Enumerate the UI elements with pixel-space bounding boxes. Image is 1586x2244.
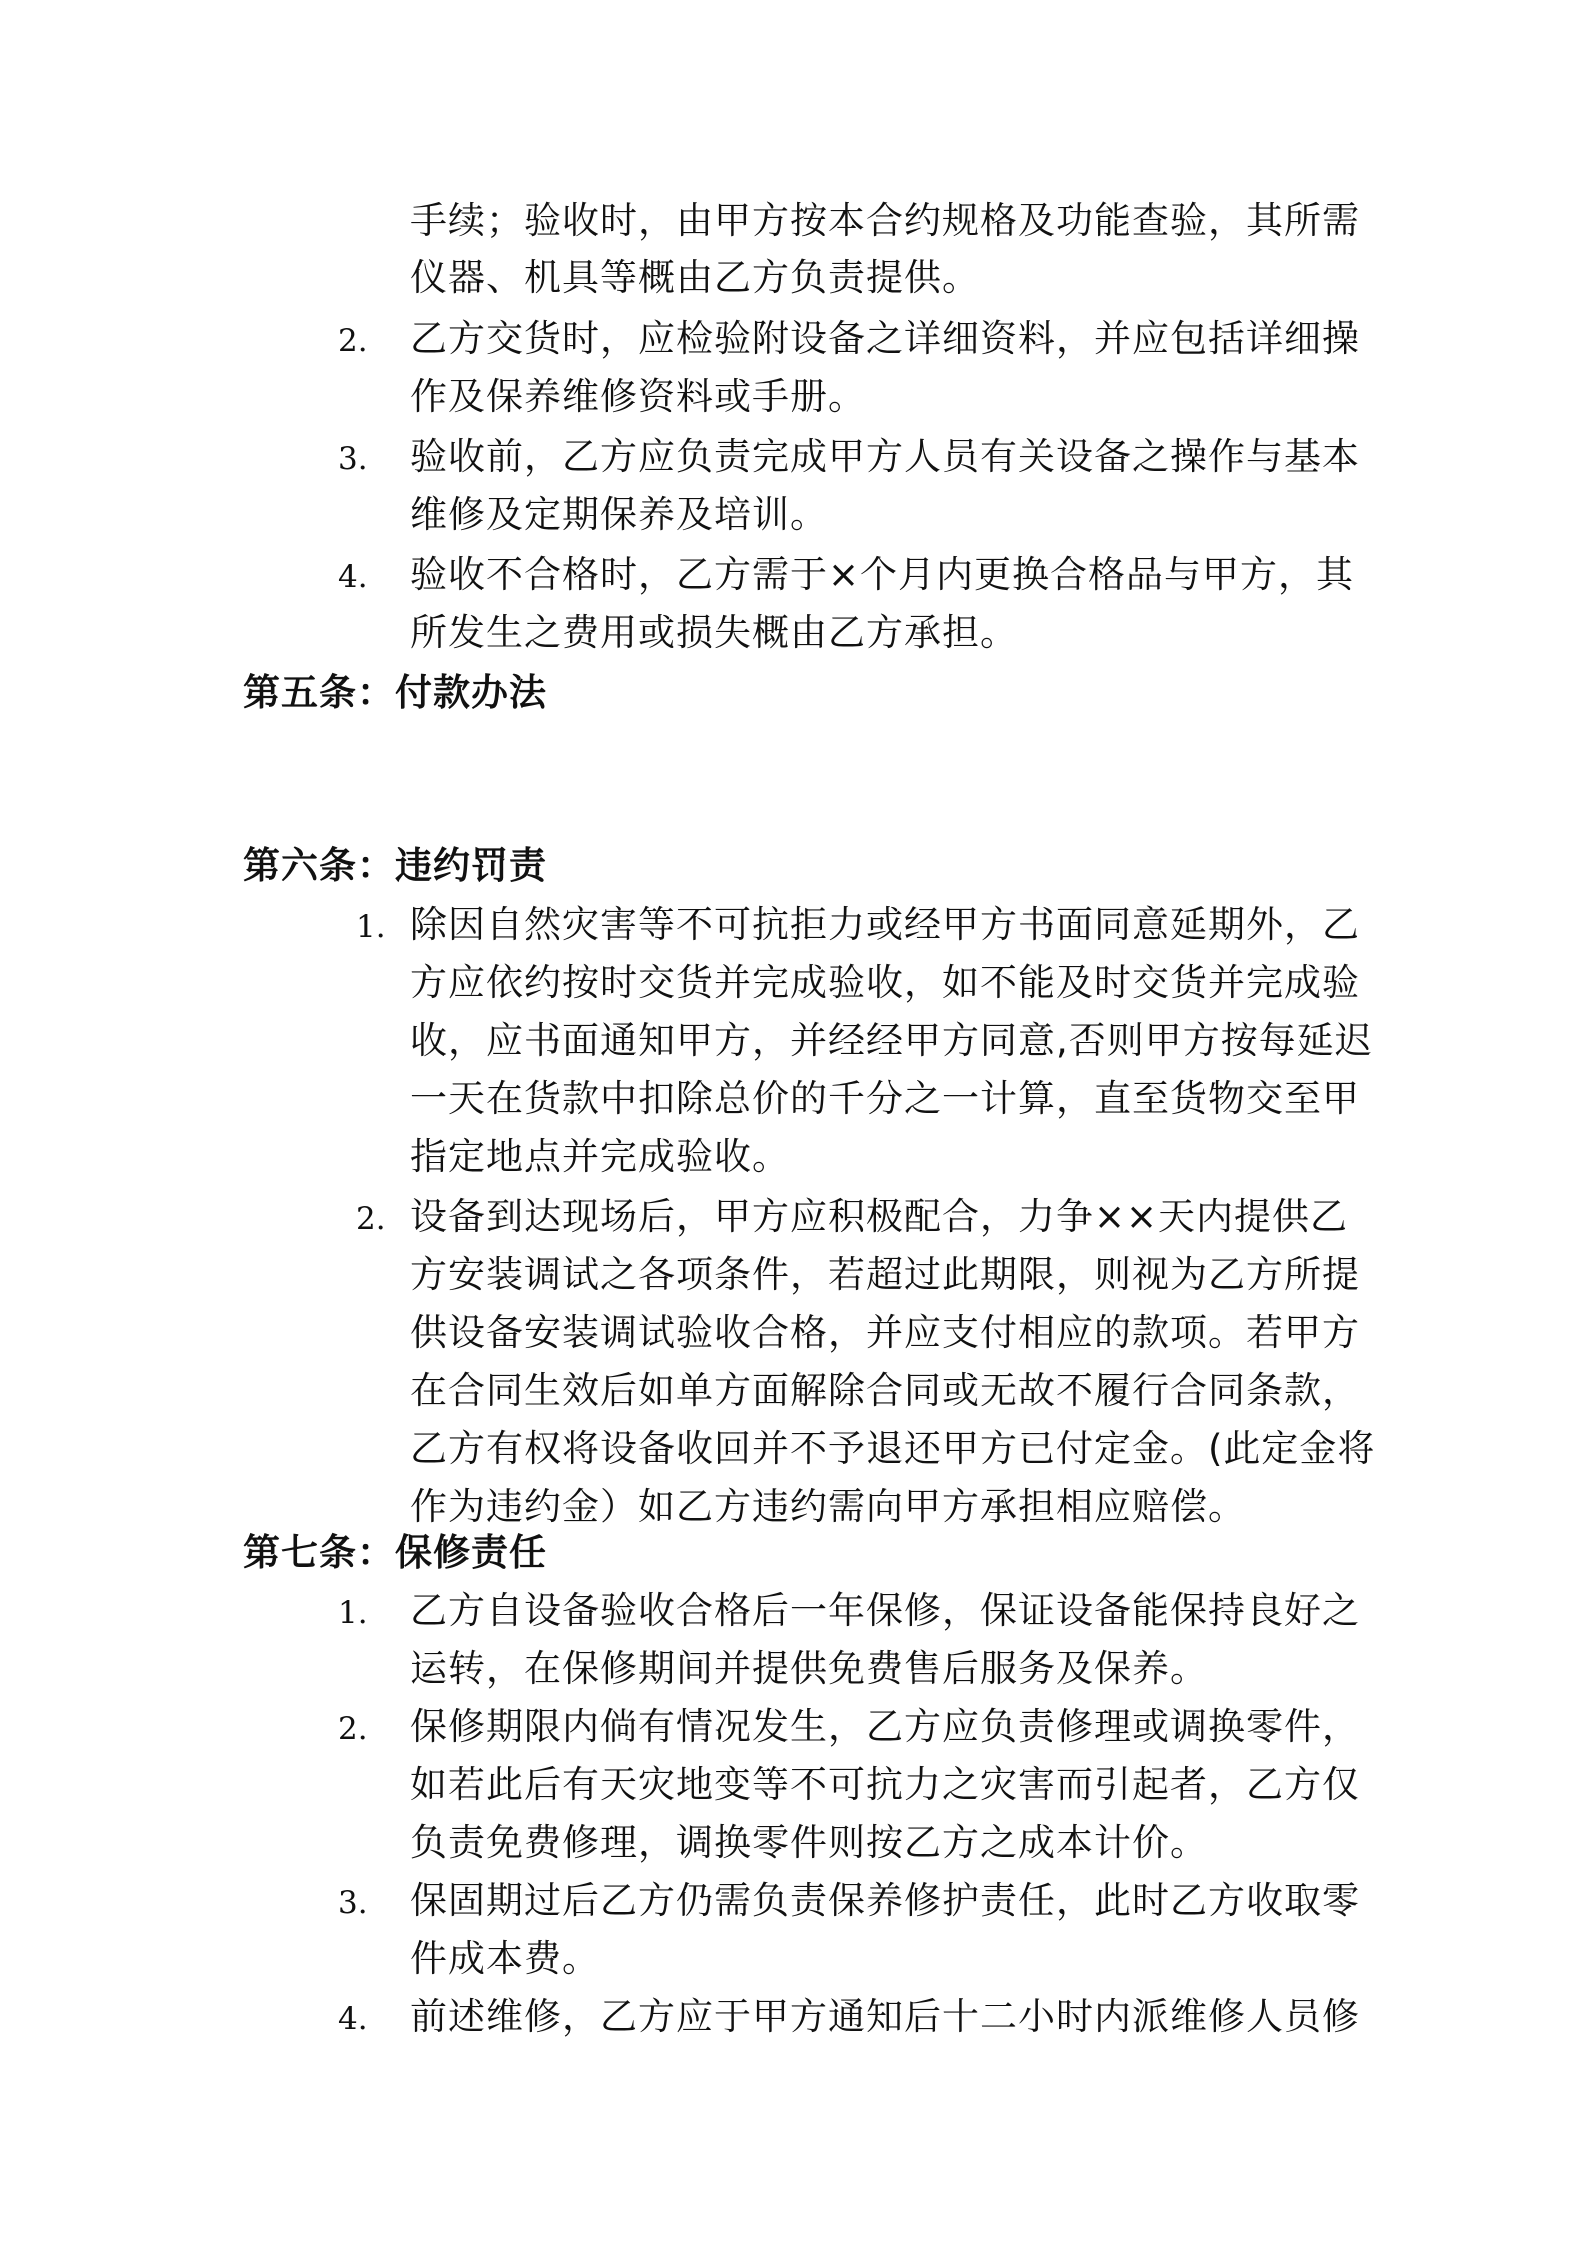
paragraph-line: 一天在货款中扣除总价的千分之一计算，直至货物交至甲 xyxy=(410,1077,1360,1120)
list-number: 4. xyxy=(338,2001,368,2037)
list-number: 1. xyxy=(338,1595,368,1631)
paragraph-line: 验收前，乙方应负责完成甲方人员有关设备之操作与基本 xyxy=(410,435,1360,478)
list-number: 2. xyxy=(338,323,368,359)
paragraph-line: 供设备安装调试验收合格，并应支付相应的款项。若甲方 xyxy=(410,1311,1360,1354)
list-number: 2. xyxy=(338,1711,368,1747)
paragraph-line: 维修及定期保养及培训。 xyxy=(410,493,828,536)
paragraph-line: 验收不合格时，乙方需于×个月内更换合格品与甲方，其 xyxy=(410,553,1355,596)
paragraph-line: 收，应书面通知甲方，并经经甲方同意,否则甲方按每延迟 xyxy=(410,1019,1373,1062)
paragraph-line: 方应依约按时交货并完成验收，如不能及时交货并完成验 xyxy=(410,961,1360,1004)
paragraph-line: 手续；验收时，由甲方按本合约规格及功能查验，其所需 xyxy=(410,199,1360,242)
paragraph-line: 仪器、机具等概由乙方负责提供。 xyxy=(410,256,980,299)
paragraph-line: 作及保养维修资料或手册。 xyxy=(410,375,866,418)
paragraph-line: 运转，在保修期间并提供免费售后服务及保养。 xyxy=(410,1647,1208,1690)
paragraph-line: 指定地点并完成验收。 xyxy=(410,1135,790,1178)
article-7-heading: 第七条：保修责任 xyxy=(243,1531,547,1574)
paragraph-line: 方安装调试之各项条件，若超过此期限，则视为乙方所提 xyxy=(410,1253,1360,1296)
paragraph-line: 乙方交货时，应检验附设备之详细资料，并应包括详细操 xyxy=(410,317,1360,360)
paragraph-line: 保修期限内倘有情况发生，乙方应负责修理或调换零件， xyxy=(410,1705,1360,1748)
paragraph-line: 乙方自设备验收合格后一年保修，保证设备能保持良好之 xyxy=(410,1589,1360,1632)
list-number: 1. xyxy=(356,909,386,945)
paragraph-line: 在合同生效后如单方面解除合同或无故不履行合同条款， xyxy=(410,1369,1360,1412)
paragraph-line: 所发生之费用或损失概由乙方承担。 xyxy=(410,611,1018,654)
list-number: 4. xyxy=(338,559,368,595)
paragraph-line: 作为违约金）如乙方违约需向甲方承担相应赔偿。 xyxy=(410,1485,1246,1528)
paragraph-line: 乙方有权将设备收回并不予退还甲方已付定金。(此定金将 xyxy=(410,1427,1376,1470)
article-5-heading: 第五条：付款办法 xyxy=(243,671,547,714)
list-number: 3. xyxy=(338,1885,368,1921)
paragraph-line: 件成本费。 xyxy=(410,1937,600,1980)
list-number: 2. xyxy=(356,1201,386,1237)
article-6-heading: 第六条：违约罚责 xyxy=(243,844,547,887)
paragraph-line: 前述维修，乙方应于甲方通知后十二小时内派维修人员修 xyxy=(410,1995,1360,2038)
paragraph-line: 除因自然灾害等不可抗拒力或经甲方书面同意延期外，乙 xyxy=(410,903,1360,946)
paragraph-line: 负责免费修理，调换零件则按乙方之成本计价。 xyxy=(410,1821,1208,1864)
paragraph-line: 如若此后有天灾地变等不可抗力之灾害而引起者，乙方仅 xyxy=(410,1763,1360,1806)
list-number: 3. xyxy=(338,441,368,477)
paragraph-line: 设备到达现场后，甲方应积极配合，力争××天内提供乙 xyxy=(410,1195,1349,1238)
paragraph-line: 保固期过后乙方仍需负责保养修护责任，此时乙方收取零 xyxy=(410,1879,1360,1922)
